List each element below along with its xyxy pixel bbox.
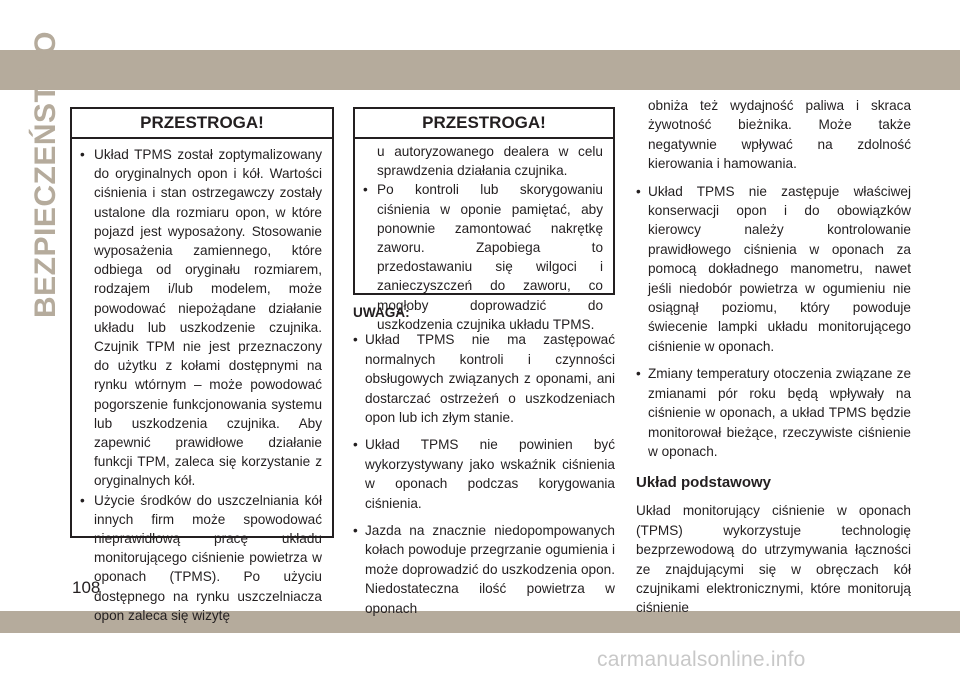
section-side-title: BEZPIECZEŃSTWO	[29, 30, 62, 318]
list-item: • Układ TPMS został zoptymalizowany do oryginalnych opon i kół. Wartości ciśnienia i stan ostrzegawczy zostały ustalone dla rozmiaru opon, w które pojazd jest wyposażony. Stosowanie wyposażenia zamiennego, które odbiega od oryginału rozmiarem, rodzajem i/lub modelem, może powodować niepożądane działanie układu lub uszkodzenie czujnika. Czujnik TPM nie jest przeznaczony do użytku z kołami dostępnymi na rynku wtórnym – może powodować pogorszenie funkcjonowania systemu lub uszkodzenia czujnika. Aby zapewnić prawidłowe działanie funkcji TPM, zaleca się korzystanie z oryginalnych kół.	[78, 145, 322, 491]
page-number: 108	[72, 578, 101, 597]
body-paragraph: Układ monitorujący ciśnienie w oponach (TPMS) wykorzystuje technologię bezprzewodową do utrzymywania łączności ze znajdującymi się w obręczach kół czujnikami elektronicznymi, które monitorują ciśnienie	[636, 503, 911, 616]
list-item: • Układ TPMS nie powinien być wykorzystywany jako wskaźnik ciśnienia w oponach podczas korygowania ciśnienia.	[353, 435, 615, 513]
warning-list	[72, 139, 332, 625]
list-item: • Po kontroli lub skorygowaniu ciśnienia w oponie pamiętać, aby ponownie zamontować nakrętkę zaworu. Zapobiega to przedostawaniu się wilgoci i zanieczyszczeń do zaworu, co mogłoby doprowadzić do uszkodzenia czujnika układu TPMS.	[361, 180, 603, 334]
warning-heading: PRZESTROGA!	[72, 109, 332, 139]
note-continuation: obniża też wydajność paliwa i skraca żywotność bieżnika. Może także negatywnie wpływać na zdolność kierowania i hamowania.	[648, 98, 911, 172]
right-column	[636, 96, 911, 618]
note-heading: UWAGA:	[353, 305, 410, 320]
warning-continuation: u autoryzowanego dealera w celu sprawdzenia działania czujnika.	[377, 144, 603, 179]
list-item: • Układ TPMS nie ma zastępować normalnych kontroli i czynności obsługowych związanych z oponami, ani dostarczać ostrzeżeń o uszkodzeniach opon lub ich złym stanie.	[353, 330, 615, 427]
warning-heading: PRZESTROGA!	[355, 109, 613, 139]
list-item: • Układ TPMS nie zastępuje właściwej konserwacji opon i do obowiązków kierowcy należy kontrolowanie prawidłowego ciśnienia w oponach za pomocą dokładnego manometru, nawet jeśli niedobór powietrza w ogumieniu nie osiągnął poziomu, który powoduje świecenie lampki układu monitorującego ciśnienie w oponach.	[636, 182, 911, 357]
note-section	[353, 303, 615, 626]
watermark: carmanualsonline.info	[597, 648, 806, 671]
note-list-continued	[636, 182, 911, 462]
list-item: • Jazda na znacznie niedopompowanych kołach powoduje przegrzanie ogumienia i może doprowadzić do uszkodzenia opon. Niedostateczna ilość powietrza w oponach	[353, 521, 615, 618]
list-item: • Użycie środków do uszczelniania kół innych firm może spowodować nieprawidłową pracę układu monitorującego ciśnienie powietrza w oponach (TPMS). Po użyciu dostępnego na rynku uszczelniacza opon zaleca się wizytę	[78, 491, 322, 625]
section-heading: Układ podstawowy	[636, 474, 772, 492]
note-list	[353, 330, 615, 618]
list-item: • Zmiany temperatury otoczenia związane ze zmianami pór roku będą wpływały na ciśnienie w oponach, a układ TPMS będzie monitorował bieżące, rzeczywiste ciśnienie w oponach.	[636, 364, 911, 461]
header-band	[0, 50, 960, 90]
